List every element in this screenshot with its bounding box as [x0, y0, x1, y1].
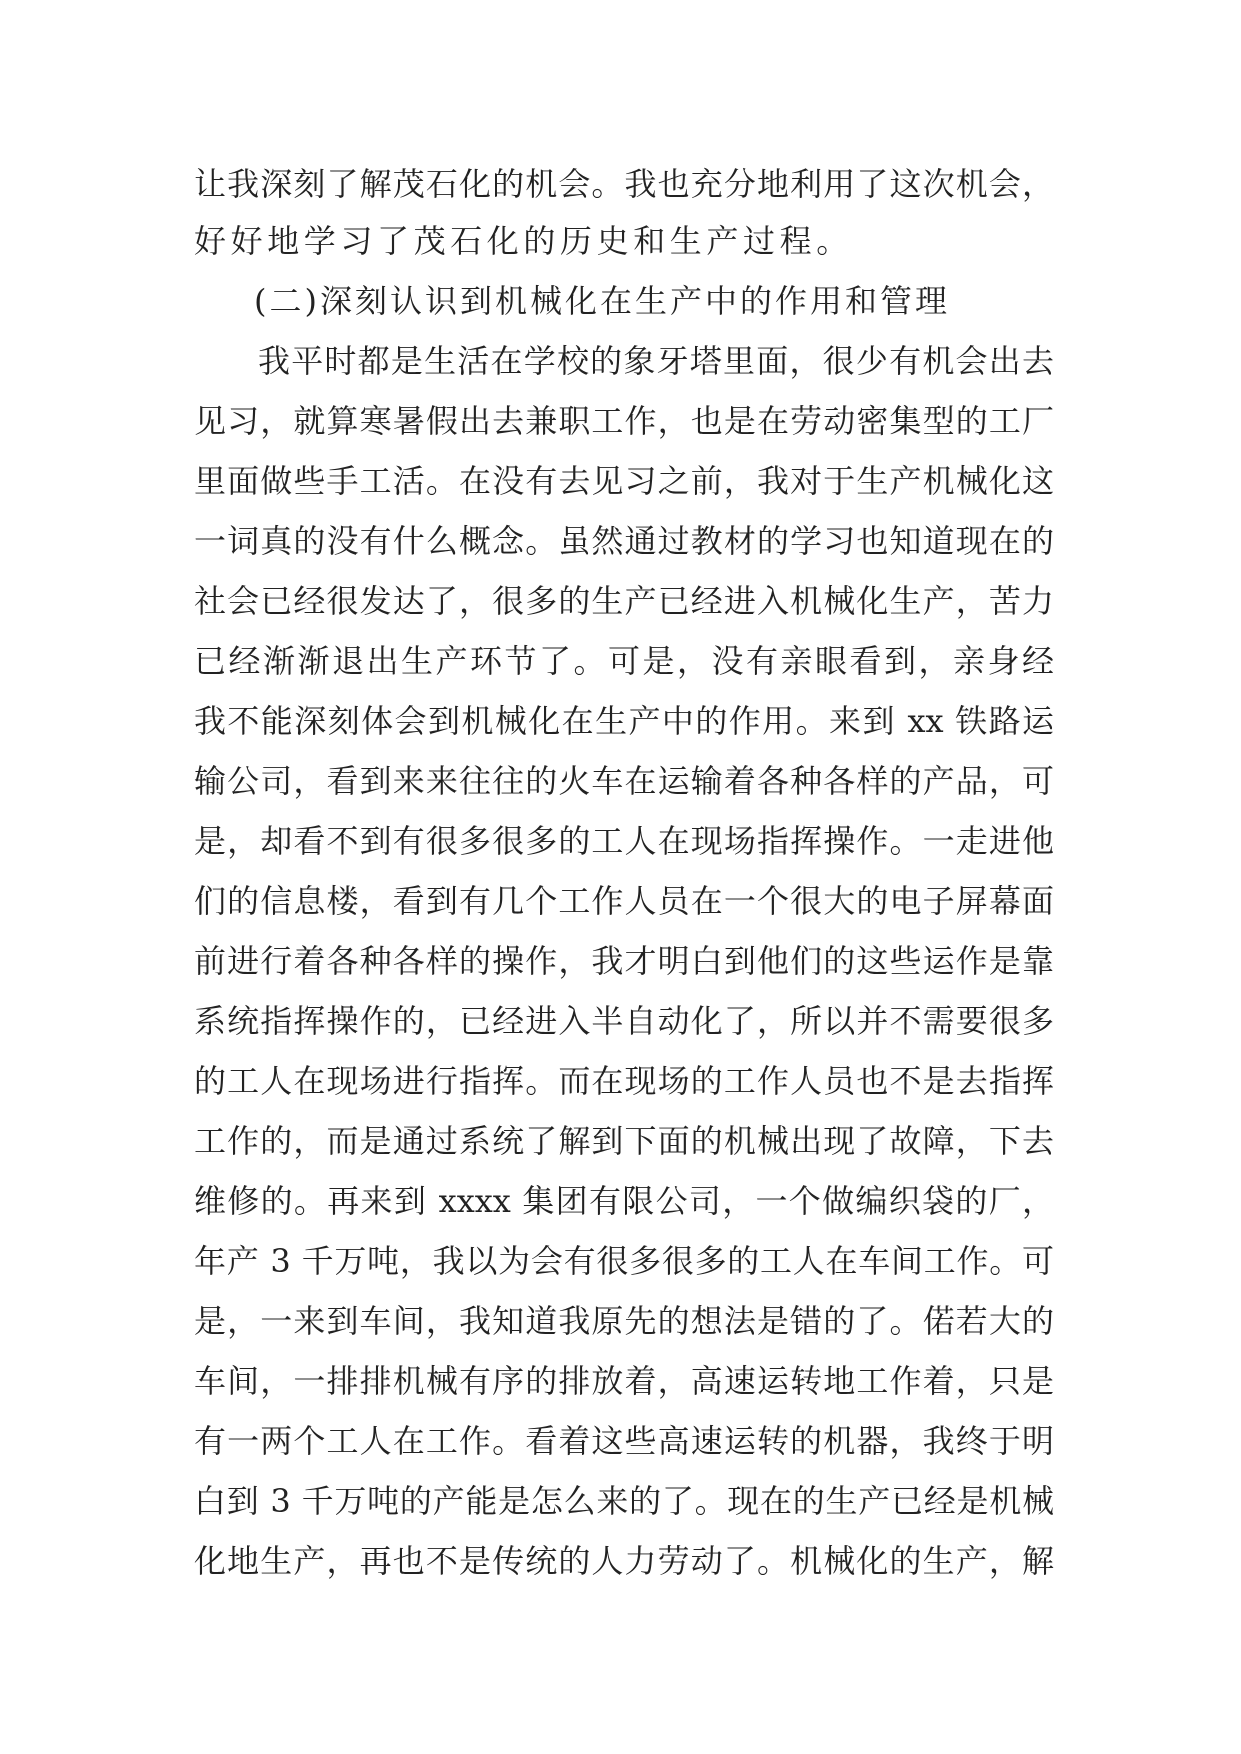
text-line: 白到 3 千万吨的产能是怎么来的了。现在的生产已经是机械 — [194, 1482, 1054, 1520]
text-line: 见习，就算寒暑假出去兼职工作，也是在劳动密集型的工厂 — [194, 402, 1054, 440]
text-line: 前进行着各种各样的操作，我才明白到他们的这些运作是靠 — [194, 942, 1054, 980]
text-line: 输公司，看到来来往往的火车在运输着各种各样的产品，可 — [194, 762, 1054, 800]
body-text — [194, 158, 1054, 1591]
text-line: 让我深刻了解茂石化的机会。我也充分地利用了这次机会， — [194, 165, 1054, 203]
text-line: 好好地学习了茂石化的历史和生产过程。 — [194, 222, 853, 260]
text-line: 我平时都是生活在学校的象牙塔里面，很少有机会出去 — [258, 342, 1054, 380]
text-line: 们的信息楼，看到有几个工作人员在一个很大的电子屏幕面 — [194, 882, 1054, 920]
text-line: 一词真的没有什么概念。虽然通过教材的学习也知道现在的 — [194, 522, 1054, 560]
text-line: 年产 3 千万吨，我以为会有很多很多的工人在车间工作。可 — [194, 1242, 1054, 1280]
text-line: 已经渐渐退出生产环节了。可是，没有亲眼看到，亲身经 — [194, 642, 1054, 680]
text-line: 有一两个工人在工作。看着这些高速运转的机器，我终于明 — [194, 1422, 1054, 1460]
text-line: 工作的，而是通过系统了解到下面的机械出现了故障，下去 — [194, 1122, 1054, 1160]
text-line: 是，却看不到有很多很多的工人在现场指挥操作。一走进他 — [194, 822, 1054, 860]
text-line: 维修的。再来到 xxxx 集团有限公司，一个做编织袋的厂， — [194, 1182, 1054, 1220]
text-line: 我不能深刻体会到机械化在生产中的作用。来到 xx 铁路运 — [194, 702, 1054, 740]
text-line: 化地生产，再也不是传统的人力劳动了。机械化的生产，解 — [194, 1542, 1054, 1580]
text-line: 是，一来到车间，我知道我原先的想法是错的了。偌若大的 — [194, 1302, 1054, 1340]
text-line: 系统指挥操作的，已经进入半自动化了，所以并不需要很多 — [194, 1002, 1054, 1040]
text-line: 社会已经很发达了，很多的生产已经进入机械化生产，苦力 — [194, 582, 1054, 620]
section-heading: (二)深刻认识到机械化在生产中的作用和管理 — [254, 282, 950, 320]
text-line: 的工人在现场进行指挥。而在现场的工作人员也不是去指挥 — [194, 1062, 1054, 1100]
text-line: 车间，一排排机械有序的排放着，高速运转地工作着，只是 — [194, 1362, 1054, 1400]
text-line: 里面做些手工活。在没有去见习之前，我对于生产机械化这 — [194, 462, 1054, 500]
